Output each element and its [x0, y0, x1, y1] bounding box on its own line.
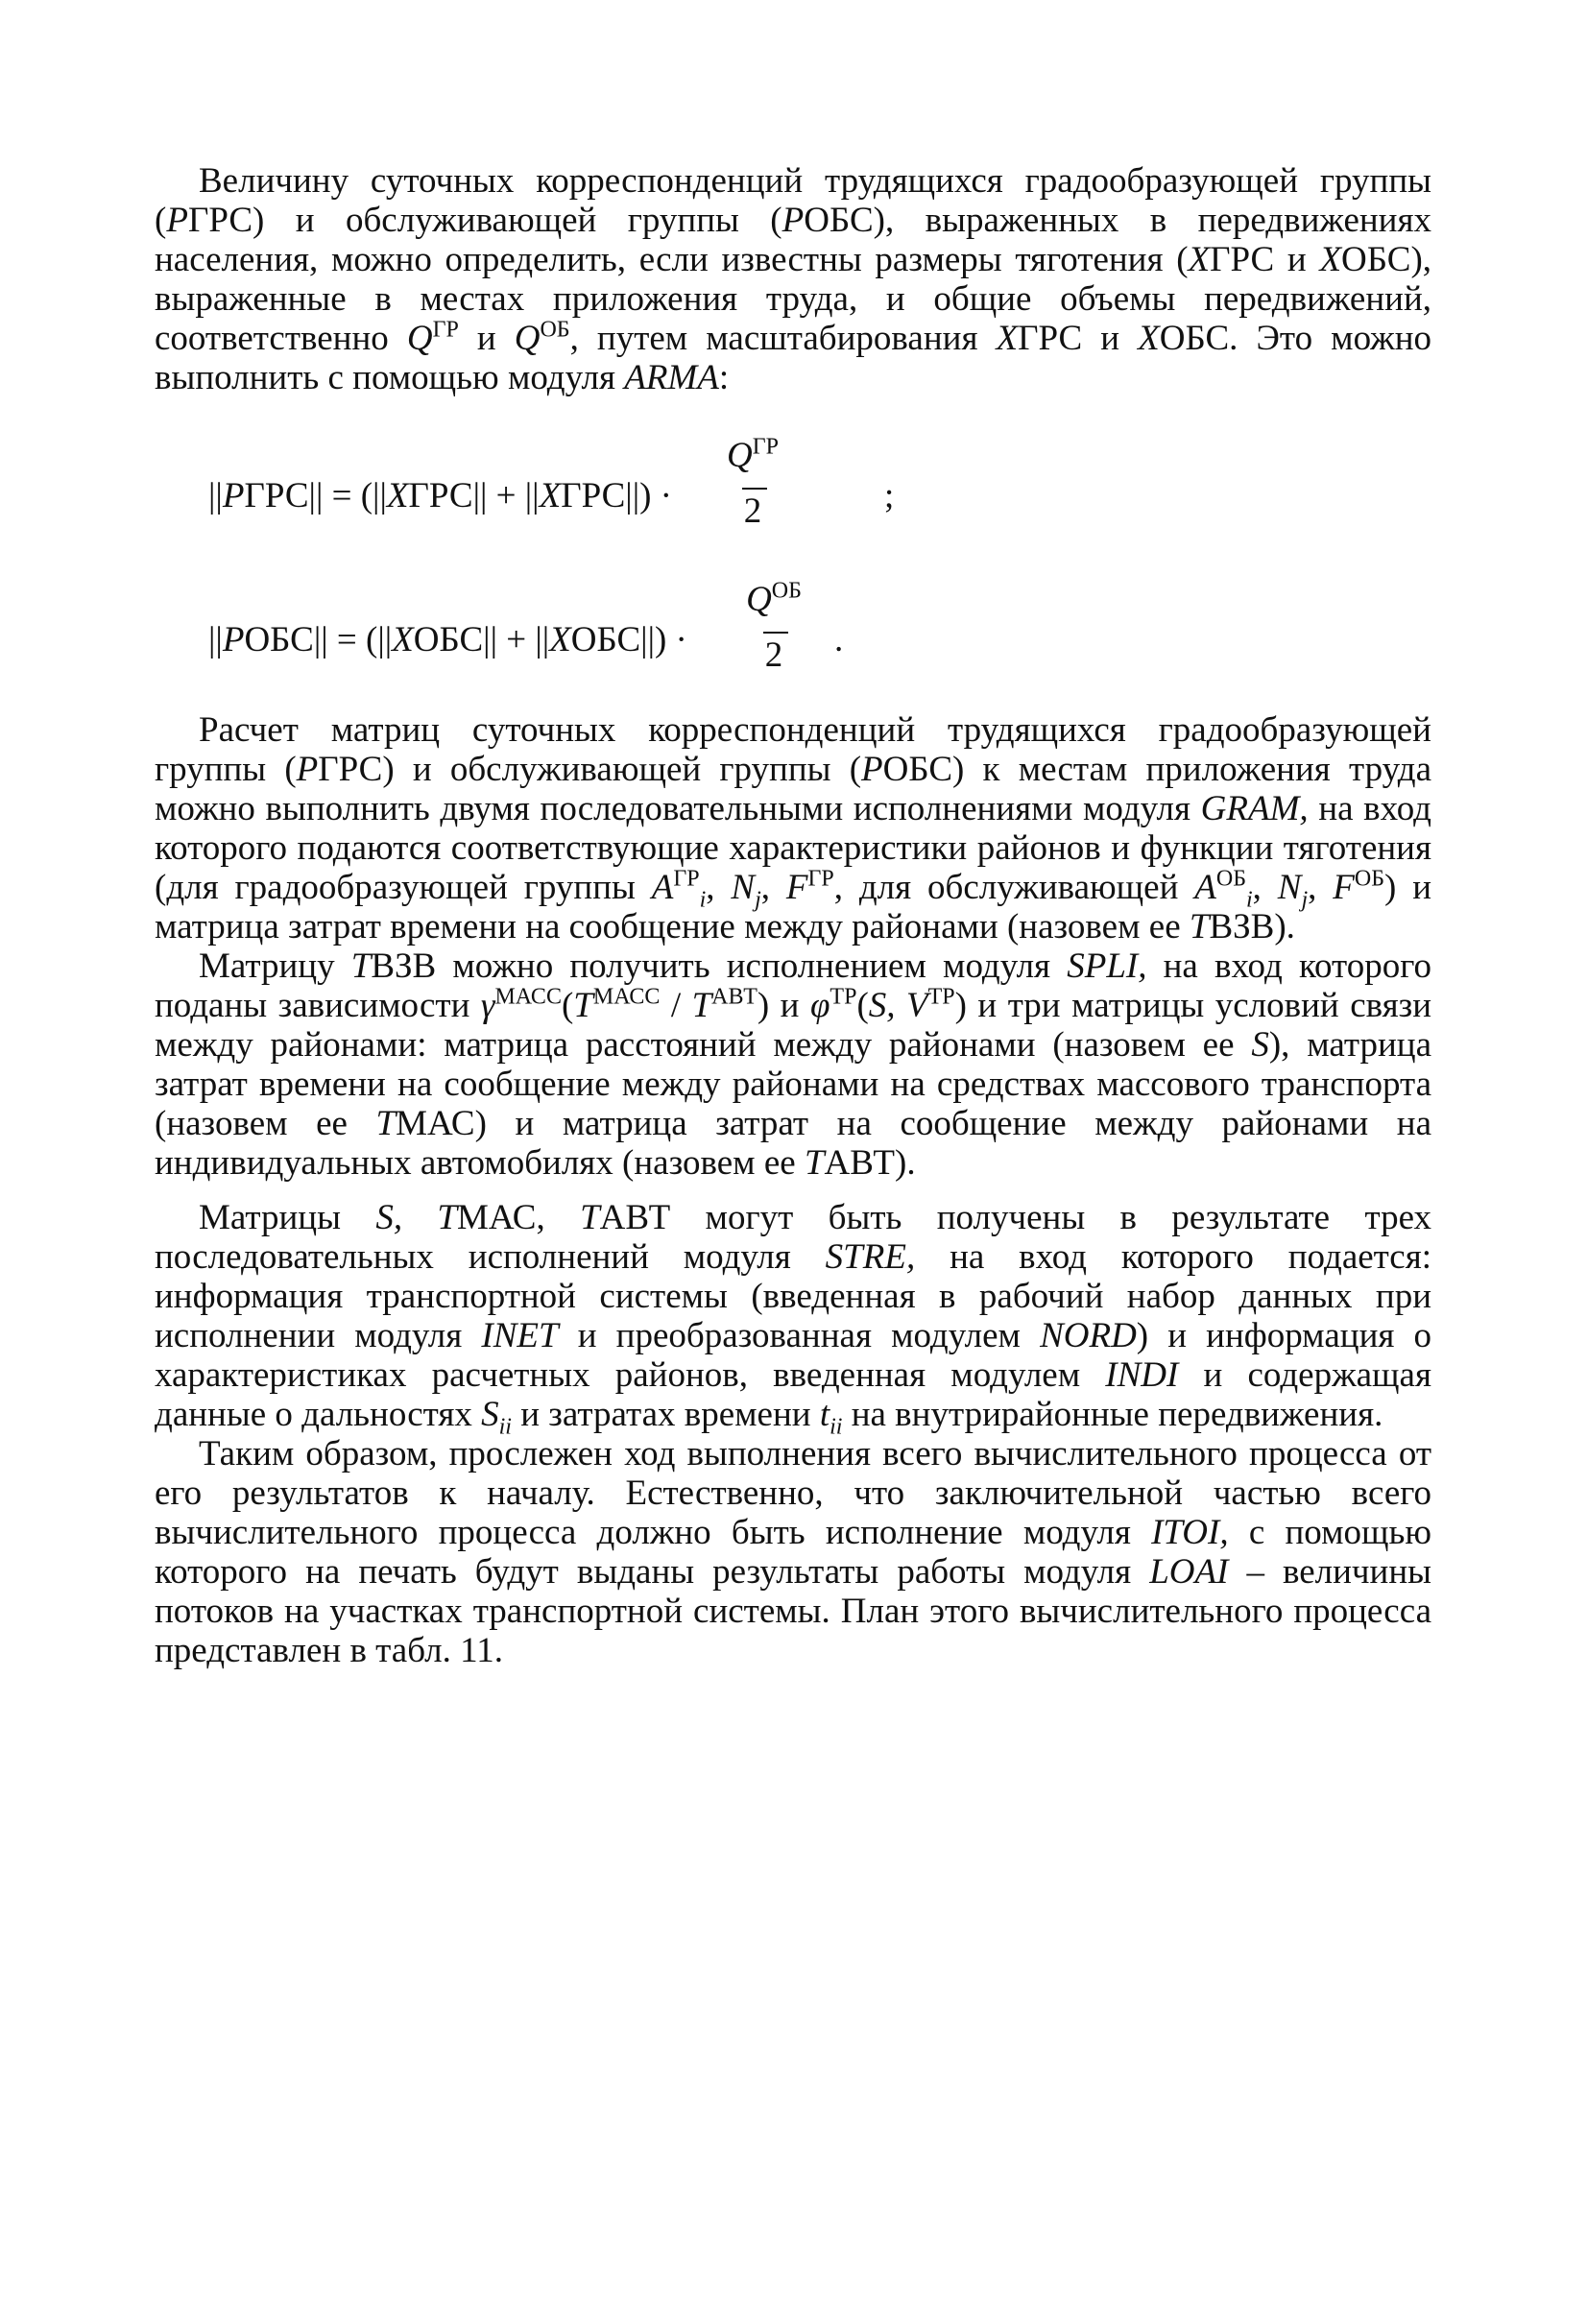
- equation-pobs-period: .: [834, 620, 844, 659]
- paragraph-stre: Матрицы S, ТМАС, ТАВТ могут быть получены в результате трех последовательных исполнений модуля STRE, на вход которого подается: информация транспортной системы (введенная в рабочий набор данных при исполнении модуля INET и преобразованная модулем NORD) и информация о характеристиках расчетных районов, введенная модулем INDI и содержащая данные о дальностях $S_{ii}$ и затратах времени $t_{ii}$ на внутрирайонные передвижения.: [155, 1198, 1432, 1440]
- fraction-denominator: 2: [743, 491, 762, 531]
- paragraph-gram: Расчет матриц суточных корреспонденций трудящихся градообразующей группы (РГРС) и обслуживающей группы (РОБС) к местам приложения труда можно выполнить двумя последовательными исполнениями модуля GRAM, на вход которого подаются соответствующие характеристики районов и функции тяготения (для градообразующей группы $A^{ГР}_i$, $N_j$, $F^{ГР}$, для обслуживающей $A^{ОБ}_i$, $N_j$, $F^{ОБ}$) и матрица затрат времени на сообщение между районами (назовем ее ТВЗВ).: [155, 710, 1432, 946]
- equation-pgrs: ||РГРС|| = (||ХГРС|| + ||ХГРС||) · $Q^{ГР}$ 2 ;: [208, 434, 895, 531]
- fraction-bar: [763, 632, 788, 634]
- fraction-bar: [742, 488, 767, 490]
- equation-pgrs-semicolon: ;: [884, 476, 895, 515]
- text-column-bottom: [155, 710, 1431, 1670]
- equation-pobs: ||РОБС|| = (||ХОБС|| + ||ХОБС||) · $Q^{ОБ}$ 2 .: [208, 578, 844, 675]
- paragraph-conclusion: Таким образом, прослежен ход выполнения всего вычислительного процесса от его результатов к началу. Естественно, что заключительной частью всего вычислительного процесса должно быть исполнение модуля ITOI, с помощью которого на печать будут выданы результаты работы модуля LOAI – величины потоков на участках транспортной системы. План этого вычислительного процесса представлен в табл. 11.: [155, 1434, 1432, 1670]
- paragraph-spli: Матрицу ТВЗВ можно получить исполнением модуля SPLI, на вход которого поданы зависимости $\gamma^{МАСС}(Т^{МАСС} / Т^{АВТ})$ и $\varphi^{ТР}(S$, $V^{ТР}$) и три матрицы условий связи между районами: матрица расстояний между районами (назовем ее S), матрица затрат времени на сообщение между районами на средствах массового транспорта (назовем ее ТМАС) и матрица затрат на сообщение между районами на индивидуальных автомобилях (назовем ее ТАВТ).: [155, 946, 1432, 1183]
- fraction-denominator: 2: [764, 635, 783, 675]
- text-column-top: [155, 161, 1431, 397]
- equation-pobs-lhs: ||РОБС|| = (||ХОБС|| + ||ХОБС||) ·: [208, 620, 687, 659]
- paragraph-intro: Величину суточных корреспонденций трудящихся градообразующей группы (РГРС) и обслуживающей группы (РОБС), выраженных в передвижениях населения, можно определить, если известны размеры тяготения (ХГРС и ХОБС), выраженные в местах приложения труда, и общие объемы передвижений, соответственно $Q^{ГР}$ и $Q^{ОБ}$, путем масштабирования ХГРС и ХОБС. Это можно выполнить с помощью модуля ARMA:: [155, 161, 1432, 397]
- equation-pgrs-lhs: ||РГРС|| = (||ХГРС|| + ||ХГРС||) ·: [208, 476, 672, 515]
